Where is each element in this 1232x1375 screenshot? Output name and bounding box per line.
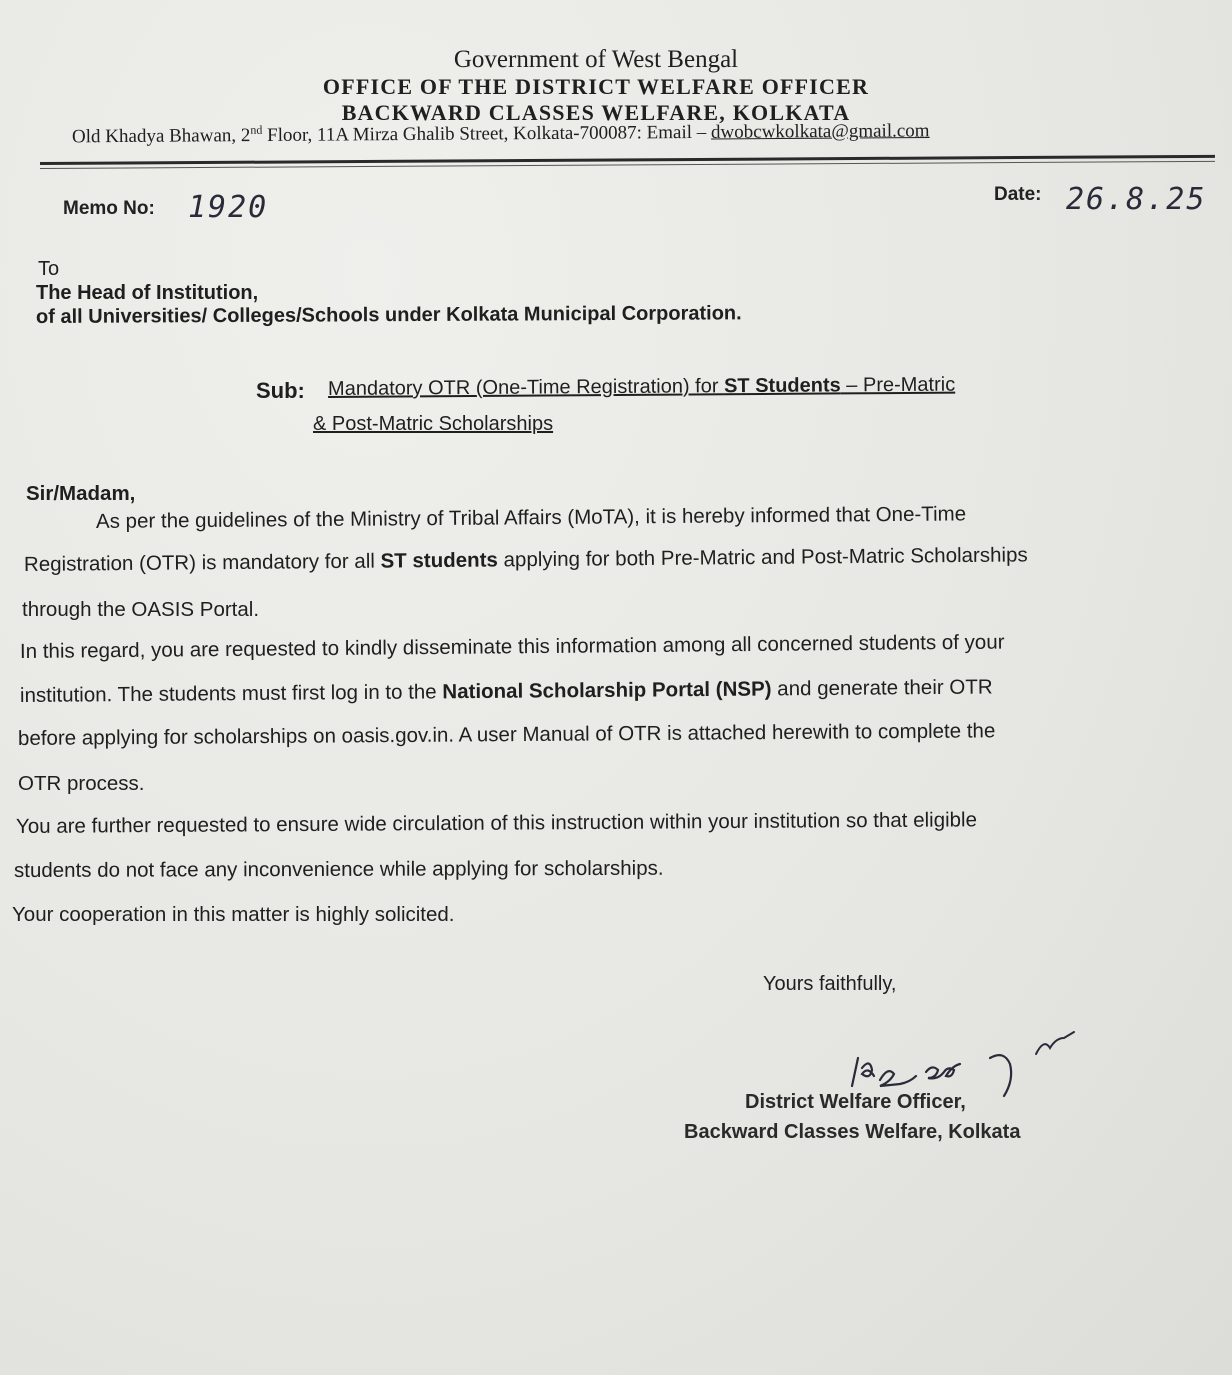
address-part1: Old Khadya Bhawan, 2 bbox=[71, 125, 251, 148]
salutation: Sir/Madam, bbox=[26, 482, 136, 505]
para2-line4: OTR process. bbox=[18, 772, 145, 795]
date-label: Date: bbox=[994, 184, 1042, 205]
memo-label: Memo No: bbox=[63, 198, 155, 219]
closing-yours-faithfully: Yours faithfully, bbox=[763, 973, 897, 995]
para2-line2-part1: institution. The students must first log in to the bbox=[19, 680, 443, 707]
address-superscript: nd bbox=[250, 122, 263, 137]
para1-line3: through the OASIS Portal. bbox=[22, 598, 260, 621]
para1-st-students: ST students bbox=[380, 548, 498, 573]
memo-number: 1920 bbox=[188, 190, 269, 225]
subject-line1 bbox=[328, 374, 955, 401]
closing-designation: District Welfare Officer, bbox=[745, 1091, 966, 1113]
subject-st-students: ST Students bbox=[723, 374, 841, 398]
header-department: BACKWARD CLASSES WELFARE, KOLKATA bbox=[341, 100, 851, 125]
para2-nsp: National Scholarship Portal (NSP) bbox=[442, 677, 772, 704]
subject-part1: Mandatory OTR (One-Time Registration) for bbox=[327, 375, 725, 400]
para2-line2 bbox=[20, 676, 993, 708]
para1-line2-part2: applying for both Pre-Matric and Post-Matric Scholarships bbox=[497, 543, 1028, 572]
para1-line2-part1: Registration (OTR) is mandatory for all bbox=[23, 549, 381, 576]
address-part2: Floor, 11A Mirza Ghalib Street, Kolkata-700087: Email – bbox=[262, 121, 712, 146]
closing-department: Backward Classes Welfare, Kolkata bbox=[684, 1121, 1021, 1143]
header-office: OFFICE OF THE DISTRICT WELFARE OFFICER bbox=[322, 74, 870, 99]
addressee-line1: The Head of Institution, bbox=[36, 282, 259, 304]
para1-line2 bbox=[24, 543, 1028, 577]
para3-line1: You are further requested to ensure wide circulation of this instruction within your institution so that eligible bbox=[15, 808, 978, 838]
subject-line2: & Post-Matric Scholarships bbox=[313, 413, 554, 435]
para3-line2: students do not face any inconvenience while applying for scholarships. bbox=[13, 856, 664, 882]
para2-line3: before applying for scholarships on oasis.gov.in. A user Manual of OTR is attached herewith to complete the bbox=[17, 719, 996, 750]
subject-part2: – Pre-Matric bbox=[840, 373, 956, 397]
para1-line1: As per the guidelines of the Ministry of Tribal Affairs (MoTA), it is hereby informed that One-Time bbox=[95, 502, 967, 533]
para2-line2-part2: and generate their OTR bbox=[771, 675, 993, 701]
para2-line1: In this regard, you are requested to kindly disseminate this information among all concerned students of your bbox=[19, 630, 1005, 663]
addressee-line2: of all Universities/ Colleges/Schools under Kolkata Municipal Corporation. bbox=[35, 302, 742, 328]
memo-date: 26.8.25 bbox=[1066, 182, 1207, 217]
para4: Your cooperation in this matter is highly solicited. bbox=[12, 903, 455, 926]
subject-label: Sub: bbox=[256, 378, 305, 403]
header-email: dwobcwkolkata@gmail.com bbox=[710, 120, 930, 143]
header-government: Government of West Bengal bbox=[453, 46, 739, 73]
addressee-to: To bbox=[38, 258, 60, 280]
